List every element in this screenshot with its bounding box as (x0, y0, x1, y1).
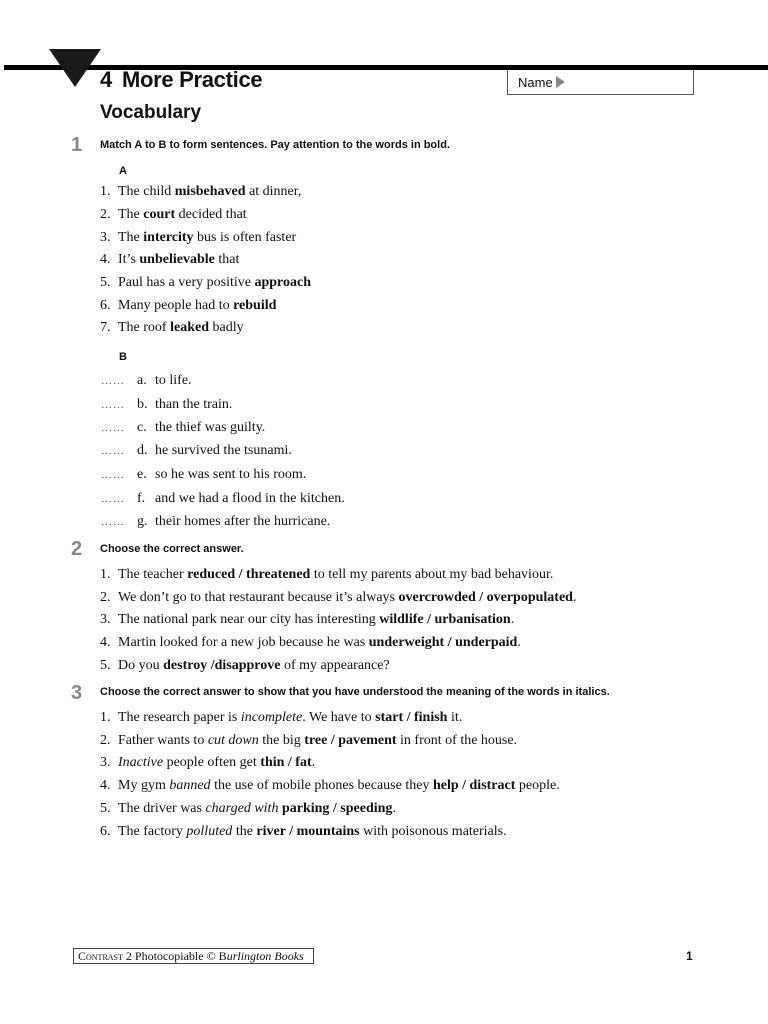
ex1-a-item-2: 2. The court decided that (100, 207, 247, 222)
footer-credit (73, 948, 314, 964)
name-label: Name (518, 75, 553, 90)
ex2-item-2: 2. We don’t go to that restaurant because it’s always overcrowded / overpopulated. (100, 590, 577, 605)
ex2-item-1: 1. The teacher reduced / threatened to tell my parents about my bad behaviour. (100, 567, 554, 582)
answer-blank[interactable]: …… (101, 422, 125, 434)
answer-blank[interactable]: …… (101, 516, 125, 528)
column-b-label: B (119, 351, 127, 363)
ex3-item-3: 3. Inactive people often get thin / fat. (100, 755, 316, 770)
ex1-b-item-c: …… c. the thief was guilty. (101, 420, 266, 435)
ex3-item-1: 1. The research paper is incomplete. We have to start / finish it. (100, 710, 463, 725)
triangle-marker-icon (49, 49, 101, 87)
answer-blank[interactable]: …… (101, 445, 125, 457)
answer-choice[interactable]: underweight / underpaid (368, 635, 518, 650)
answer-blank[interactable]: …… (101, 469, 125, 481)
arrow-right-icon (556, 76, 565, 88)
answer-choice[interactable]: thin / fat (260, 755, 312, 770)
answer-choice[interactable]: river / mountains (256, 824, 360, 839)
column-a-label: A (119, 165, 127, 177)
ex1-a-item-1: 1. The child misbehaved at dinner, (100, 184, 302, 199)
answer-choice[interactable]: start / finish (375, 710, 448, 725)
answer-choice[interactable]: help / distract (432, 778, 516, 793)
answer-choice[interactable]: overcrowded / overpopulated (398, 590, 573, 605)
ex3-item-5: 5. The driver was charged with parking / speeding. (100, 801, 396, 816)
ex3-item-6: 6. The factory polluted the river / mountains with poisonous materials. (100, 824, 507, 839)
ex1-b-item-e: …… e. so he was sent to his room. (101, 467, 307, 482)
footer-publisher: urlington Books (226, 949, 304, 963)
answer-blank[interactable]: …… (101, 493, 125, 505)
exercise-3-number: 3 (71, 682, 83, 704)
ex3-item-4: 4. My gym banned the use of mobile phones because they help / distract people. (100, 778, 560, 793)
footer-brand: Contrast (78, 949, 123, 963)
answer-choice[interactable]: tree / pavement (304, 733, 397, 748)
exercise-1-number: 1 (71, 134, 83, 156)
answer-choice[interactable]: destroy /disapprove (163, 658, 281, 673)
name-field[interactable] (507, 70, 694, 95)
exercise-3-instruction: Choose the correct answer to show that you have understood the meaning of the words in italics. (100, 686, 610, 698)
footer-level: 2 Photocopiable (122, 949, 207, 963)
ex2-item-4: 4. Martin looked for a new job because he was underweight / underpaid. (100, 635, 521, 650)
ex2-item-5: 5. Do you destroy /disapprove of my appearance? (100, 658, 390, 673)
ex1-b-item-f: …… f. and we had a flood in the kitchen. (101, 491, 345, 506)
exercise-2-instruction: Choose the correct answer. (100, 543, 244, 555)
exercise-2-number: 2 (71, 538, 83, 560)
answer-choice[interactable]: parking / speeding (281, 801, 393, 816)
ex1-b-item-g: …… g. their homes after the hurricane. (101, 514, 331, 529)
answer-choice[interactable]: wildlife / urbanisation (379, 612, 511, 627)
ex1-a-item-7: 7. The roof leaked badly (100, 320, 244, 335)
ex2-item-3: 3. The national park near our city has interesting wildlife / urbanisation. (100, 612, 515, 627)
section-title: Vocabulary (100, 102, 202, 123)
answer-blank[interactable]: …… (101, 399, 125, 411)
answer-blank[interactable]: …… (101, 375, 125, 387)
unit-number: 4 (100, 67, 112, 92)
unit-title (100, 67, 262, 93)
unit-title-text: More Practice (121, 67, 263, 92)
ex1-a-item-4: 4. It’s unbelievable that (100, 252, 240, 267)
ex1-a-item-6: 6. Many people had to rebuild (100, 298, 277, 313)
answer-choice[interactable]: reduced / threatened (187, 567, 311, 582)
ex1-a-item-3: 3. The intercity bus is often faster (100, 230, 297, 245)
ex3-item-2: 2. Father wants to cut down the big tree / pavement in front of the house. (100, 733, 518, 748)
ex1-b-item-d: …… d. he survived the tsunami. (101, 443, 292, 458)
ex1-a-item-5: 5. Paul has a very positive approach (100, 275, 312, 290)
footer-copyright: © B (206, 949, 227, 963)
page-number: 1 (686, 949, 693, 963)
exercise-1-instruction: Match A to B to form sentences. Pay attention to the words in bold. (100, 139, 450, 151)
ex1-b-item-a: …… a. to life. (101, 373, 192, 388)
ex1-b-item-b: …… b. than the train. (101, 397, 233, 412)
